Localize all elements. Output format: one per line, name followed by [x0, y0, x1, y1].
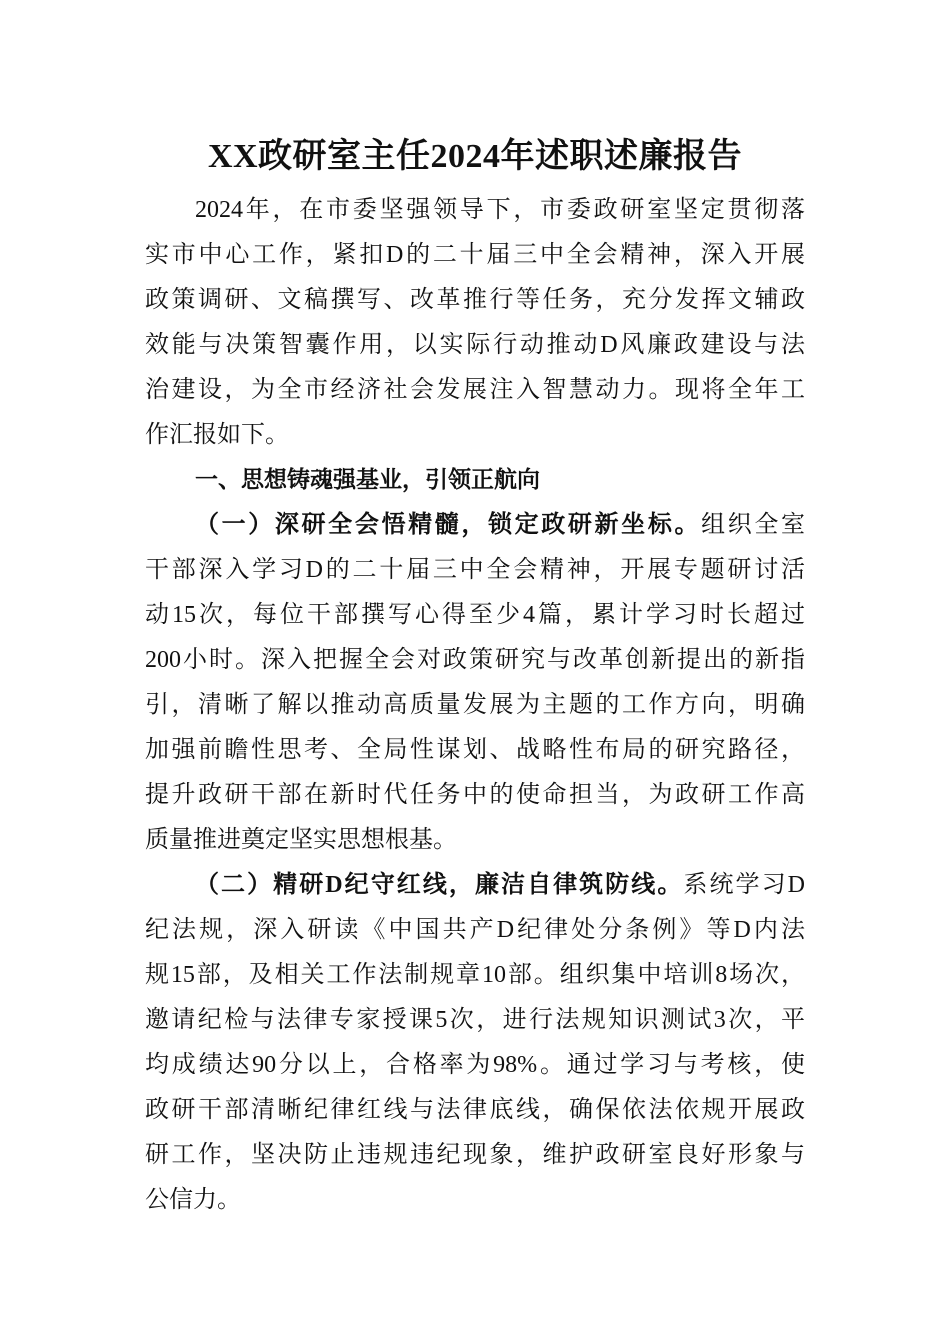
text-line: 均成绩达90分以上，合格率为98%。通过学习与考核，使	[145, 1052, 805, 1078]
text-line: 邀请纪检与法律专家授课5次，进行法规知识测试3次，平	[145, 1007, 805, 1033]
text-line: 政策调研、文稿撰写、改革推行等任务，充分发挥文辅政	[145, 287, 805, 313]
text-line	[145, 503, 805, 548]
text-line	[145, 863, 805, 908]
text-line: 研工作，坚决防止违规违纪现象，维护政研室良好形象与	[145, 1142, 805, 1168]
subsection-lead: （二）精研D纪守红线，廉洁自律筑防线。	[195, 872, 684, 898]
text-line: 动15次，每位干部撰写心得至少4篇，累计学习时长超过	[145, 602, 805, 628]
text-line: 提升政研干部在新时代任务中的使命担当，为政研工作高	[145, 782, 805, 808]
text-line: 效能与决策智囊作用，以实际行动推动D风廉政建设与法	[145, 332, 805, 358]
intro-paragraph	[145, 188, 805, 458]
text-line: 质量推进奠定坚实思想根基。	[145, 827, 457, 853]
text-line: 政研干部清晰纪律红线与法律底线，确保依法依规开展政	[145, 1097, 805, 1123]
text-line: 公信力。	[145, 1187, 241, 1213]
text-line: 200小时。深入把握全会对政策研究与改革创新提出的新指	[145, 647, 805, 673]
text-line: 纪法规，深入研读《中国共产D纪律处分条例》等D内法	[145, 917, 805, 943]
section-heading: 一、思想铸魂强基业，引领正航向	[195, 467, 540, 493]
text-line: 加强前瞻性思考、全局性谋划、战略性布局的研究路径，	[145, 737, 805, 763]
subsection-paragraph-2	[145, 863, 805, 1223]
text-line: 作汇报如下。	[145, 422, 289, 448]
subsection-paragraph-1	[145, 503, 805, 863]
subsection-lead: （一）深研全会悟精髓，锁定政研新坐标。	[195, 512, 702, 538]
text-span: 系统学习D	[683, 872, 805, 898]
document-body	[145, 188, 805, 1223]
text-span: 组织全室	[701, 512, 806, 538]
text-line: 治建设，为全市经济社会发展注入智慧动力。现将全年工	[145, 377, 805, 403]
text-line: 2024年，在市委坚强领导下，市委政研室坚定贯彻落	[195, 197, 805, 223]
text-line: 规15部，及相关工作法制规章10部。组织集中培训8场次，	[145, 962, 805, 988]
text-line: 引，清晰了解以推动高质量发展为主题的工作方向，明确	[145, 692, 805, 718]
text-line: 干部深入学习D的二十届三中全会精神，开展专题研讨活	[145, 557, 805, 583]
page-title: XX政研室主任2024年述职述廉报告	[207, 138, 743, 175]
text-line: 实市中心工作，紧扣D的二十届三中全会精神，深入开展	[145, 242, 805, 268]
